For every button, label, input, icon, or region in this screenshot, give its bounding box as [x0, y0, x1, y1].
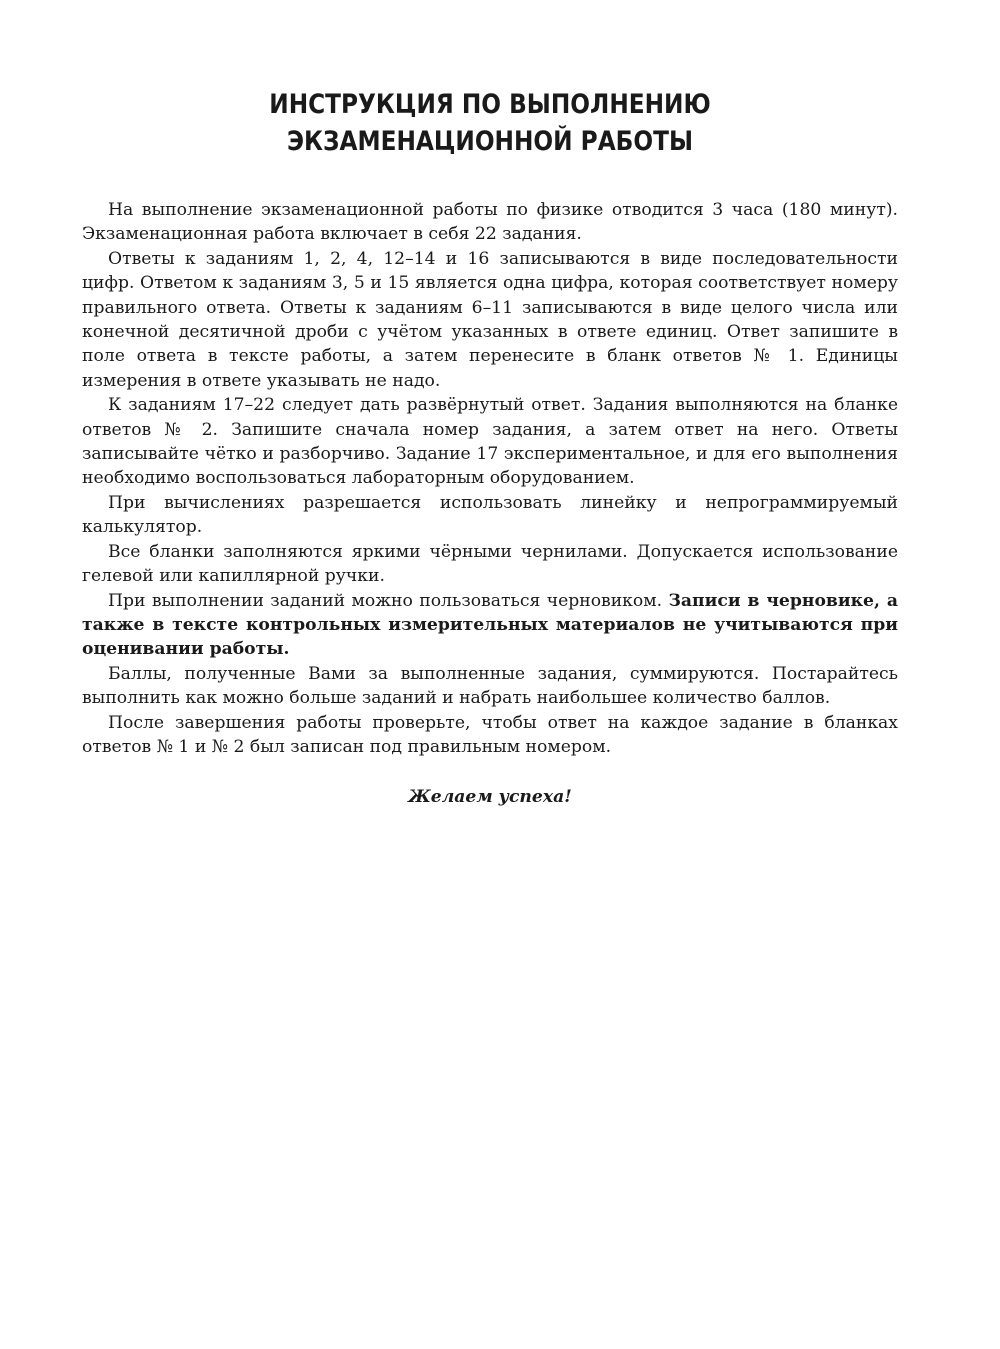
paragraph-time: На выполнение экзаменационной работы по физике отводится 3 часа (180 минут). Экзаменационная работа включает в себя 22 задания. — [82, 200, 898, 245]
page-title-line-2: ЭКЗАМЕНАЦИОННОЙ РАБОТЫ — [286, 126, 694, 157]
paragraph-answers-part1: Ответы к заданиям 1, 2, 4, 12–14 и 16 записываются в виде последовательности цифр. Ответом к заданиям 3, 5 и 15 является одна цифра, которая соответствует номеру правильного ответа. Ответы к заданиям 6–11 записываются в виде целого числа или конечной десятичной дроби с учётом указанных в ответе единиц. Ответ запишите в поле ответа в тексте работы, а затем перенесите в бланк ответов № 1. Единицы измерения в ответе указывать не надо. — [82, 248, 898, 391]
draft-warning: Записи в черновике, а также в тексте контрольных измерительных материалов не учитываются при оценивании работы. — [82, 590, 898, 660]
paragraph-draft — [82, 589, 898, 662]
page-title — [139, 86, 841, 160]
draft-note: При выполнении заданий можно пользоваться черновиком. — [108, 590, 669, 611]
instruction-page — [82, 86, 898, 807]
paragraph-answers-part2: К заданиям 17–22 следует дать развёрнутый ответ. Задания выполняются на бланке ответов № 2. Запишите сначала номер задания, а затем ответ на него. Ответы записывайте чётко и разборчиво. Задание 17 экспериментальное, и для его выполнения необходимо воспользоваться лабораторным оборудованием. — [82, 395, 898, 489]
instruction-body — [82, 198, 898, 759]
paragraph-scores: Баллы, полученные Вами за выполненные задания, суммируются. Постарайтесь выполнить как можно больше заданий и набрать наибольшее количество баллов. — [82, 663, 898, 709]
closing-wish: Желаем успеха! — [408, 787, 572, 808]
paragraph-calculations: При вычислениях разрешается использовать линейку и непрограммируемый калькулятор. — [82, 492, 898, 538]
paragraph-check: После завершения работы проверьте, чтобы ответ на каждое задание в бланках ответов № 1 и № 2 был записан под правильным номером. — [82, 712, 898, 757]
page-title-line-1: ИНСТРУКЦИЯ ПО ВЫПОЛНЕНИЮ — [269, 89, 711, 120]
paragraph-ink: Все бланки заполняются яркими чёрными чернилами. Допускается использование гелевой или капиллярной ручки. — [82, 541, 898, 587]
